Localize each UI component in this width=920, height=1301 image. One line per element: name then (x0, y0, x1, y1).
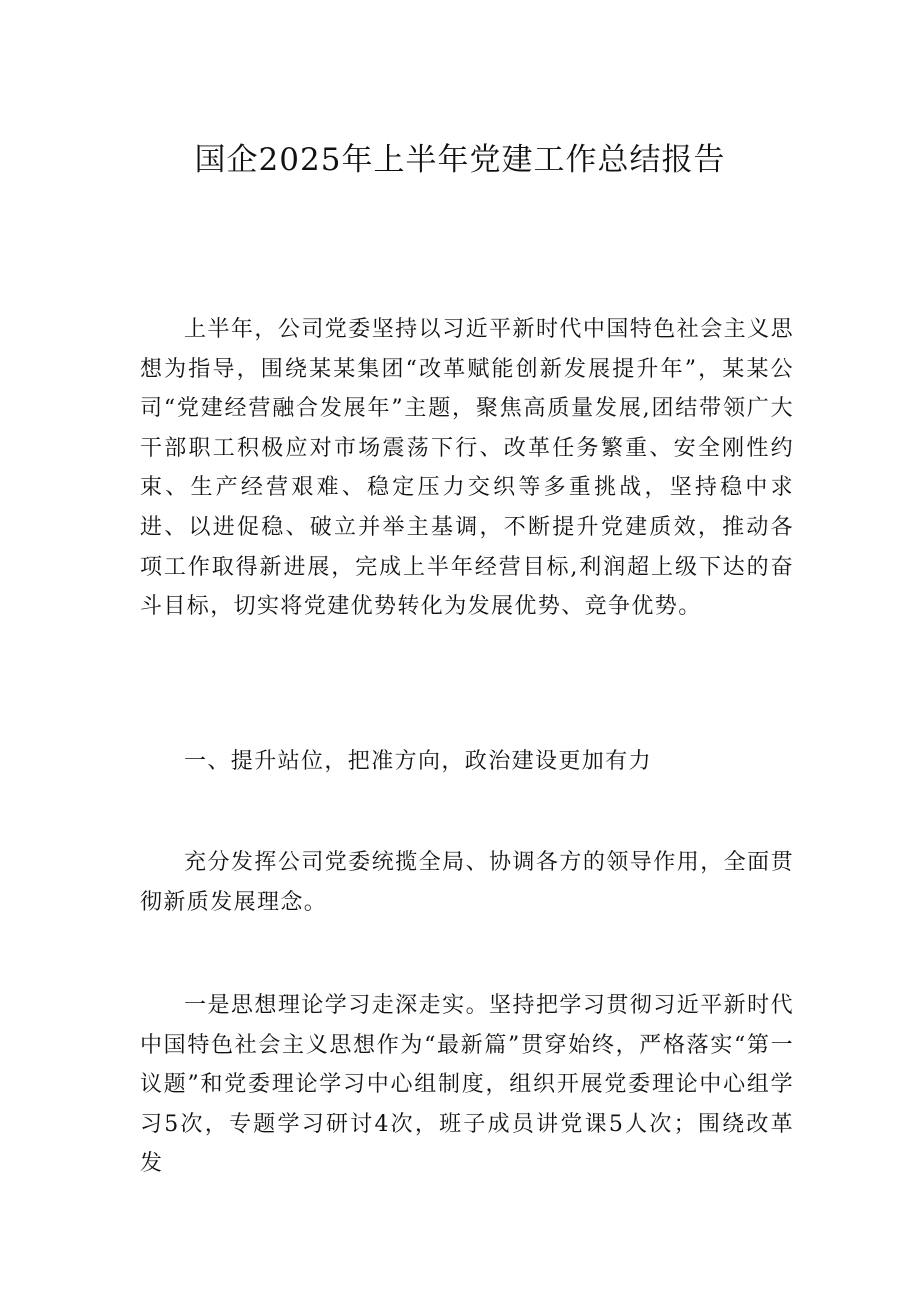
section-intro-paragraph: 充分发挥公司党委统揽全局、协调各方的领导作用，全面贯彻新质发展理念。 (140, 850, 794, 915)
theory-study-paragraph: 一是思想理论学习走深走实。坚持把学习贯彻习近平新时代中国特色社会主义思想作为“最新篇”贯穿始终，严格落实“第一议题”和党委理论学习中心组制度，组织开展党委理论中心组学习5次，专题学习研讨4次，班子成员讲党课5人次；围绕改革发 (140, 993, 794, 1177)
intro-paragraph: 上半年，公司党委坚持以习近平新时代中国特色社会主义思想为指导，围绕某某集团“改革赋能创新发展提升年”，某某公司“党建经营融合发展年”主题，聚焦高质量发展,团结带领广大干部职工积极应对市场震荡下行、改革任务繁重、安全刚性约束、生产经营艰难、稳定压力交织等多重挑战，坚持稳中求进、以进促稳、破立并举主基调，不断提升党建质效，推动各项工作取得新进展，完成上半年经营目标,利润超上级下达的奋斗目标，切实将党建优势转化为发展优势、竞争优势。 (140, 317, 794, 620)
section-heading: 一、提升站位，把准方向，政治建设更加有力 (184, 749, 653, 774)
document-title: 国企2025年上半年党建工作总结报告 (194, 142, 726, 178)
